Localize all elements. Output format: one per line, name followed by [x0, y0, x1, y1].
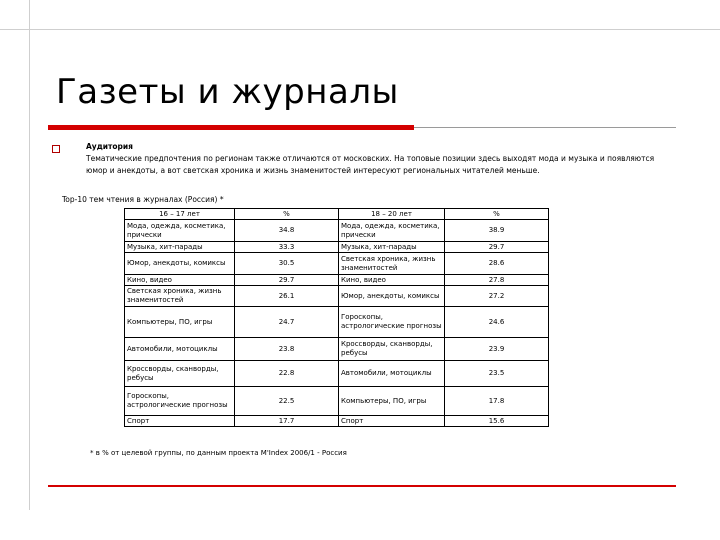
left-guide-line [29, 0, 30, 510]
percent-16-17: 34.8 [235, 220, 339, 242]
topic-18-20: Светская хроника, жизнь знаменитостей [339, 253, 445, 275]
header-age-16-17: 16 – 17 лет [125, 209, 235, 220]
percent-16-17: 22.8 [235, 361, 339, 387]
table-row [125, 253, 549, 275]
topic-16-17: Кроссворды, сканворды, ребусы [125, 361, 235, 387]
table-row [125, 387, 549, 416]
body-paragraph: Тематические предпочтения по регионам также отличаются от московских. На топовые позиции здесь выходят мода и музыка и появляются юмор и анекдоты, а вот светская хроника и жизнь знаменитостей интересуют региональных читателей меньше. [86, 154, 655, 175]
topic-16-17: Юмор, анекдоты, комиксы [125, 253, 235, 275]
topic-16-17: Мода, одежда, косметика, прически [125, 220, 235, 242]
title-underline-accent [48, 125, 414, 130]
bottom-accent-line [48, 485, 676, 487]
topic-16-17: Кино, видео [125, 275, 235, 286]
percent-16-17: 24.7 [235, 307, 339, 338]
body-heading: Аудитория [86, 142, 133, 151]
percent-16-17: 23.8 [235, 338, 339, 361]
topic-16-17: Музыка, хит-парады [125, 242, 235, 253]
topic-16-17: Компьютеры, ПО, игры [125, 307, 235, 338]
table-row [125, 307, 549, 338]
table-row [125, 286, 549, 307]
table-footnote: * в % от целевой группы, по данным проекта M'Index 2006/1 - Россия [90, 449, 347, 457]
percent-18-20: 38.9 [445, 220, 549, 242]
topic-18-20: Мода, одежда, косметика, прически [339, 220, 445, 242]
percent-18-20: 15.6 [445, 416, 549, 427]
percent-18-20: 29.7 [445, 242, 549, 253]
percent-16-17: 17.7 [235, 416, 339, 427]
percent-16-17: 26.1 [235, 286, 339, 307]
table-row [125, 416, 549, 427]
topic-16-17: Гороскопы, астрологические прогнозы [125, 387, 235, 416]
table-header-row [125, 209, 549, 220]
percent-18-20: 17.8 [445, 387, 549, 416]
table-row [125, 275, 549, 286]
topic-16-17: Светская хроника, жизнь знаменитостей [125, 286, 235, 307]
topic-16-17: Автомобили, мотоциклы [125, 338, 235, 361]
percent-16-17: 33.3 [235, 242, 339, 253]
table-row [125, 242, 549, 253]
topic-16-17: Спорт [125, 416, 235, 427]
table-row [125, 220, 549, 242]
title-underline-rule [414, 127, 676, 128]
topic-18-20: Кроссворды, сканворды, ребусы [339, 338, 445, 361]
header-percent-2: % [445, 209, 549, 220]
percent-18-20: 27.2 [445, 286, 549, 307]
table-caption: Top-10 тем чтения в журналах (Россия) * [62, 195, 224, 204]
header-percent-1: % [235, 209, 339, 220]
top-guide-line [0, 29, 720, 30]
bullet-square-icon [52, 145, 60, 153]
slide-title: Газеты и журналы [56, 72, 399, 112]
table-row [125, 361, 549, 387]
percent-18-20: 23.5 [445, 361, 549, 387]
percent-18-20: 24.6 [445, 307, 549, 338]
topic-18-20: Музыка, хит-парады [339, 242, 445, 253]
topic-18-20: Компьютеры, ПО, игры [339, 387, 445, 416]
reading-topics-table [124, 208, 549, 427]
percent-16-17: 30.5 [235, 253, 339, 275]
header-age-18-20: 18 – 20 лет [339, 209, 445, 220]
percent-18-20: 27.8 [445, 275, 549, 286]
topic-18-20: Гороскопы, астрологические прогнозы [339, 307, 445, 338]
percent-18-20: 28.6 [445, 253, 549, 275]
percent-16-17: 22.5 [235, 387, 339, 416]
body-block [86, 141, 676, 177]
topic-18-20: Автомобили, мотоциклы [339, 361, 445, 387]
percent-18-20: 23.9 [445, 338, 549, 361]
topic-18-20: Спорт [339, 416, 445, 427]
percent-16-17: 29.7 [235, 275, 339, 286]
topic-18-20: Кино, видео [339, 275, 445, 286]
topic-18-20: Юмор, анекдоты, комиксы [339, 286, 445, 307]
table-row [125, 338, 549, 361]
